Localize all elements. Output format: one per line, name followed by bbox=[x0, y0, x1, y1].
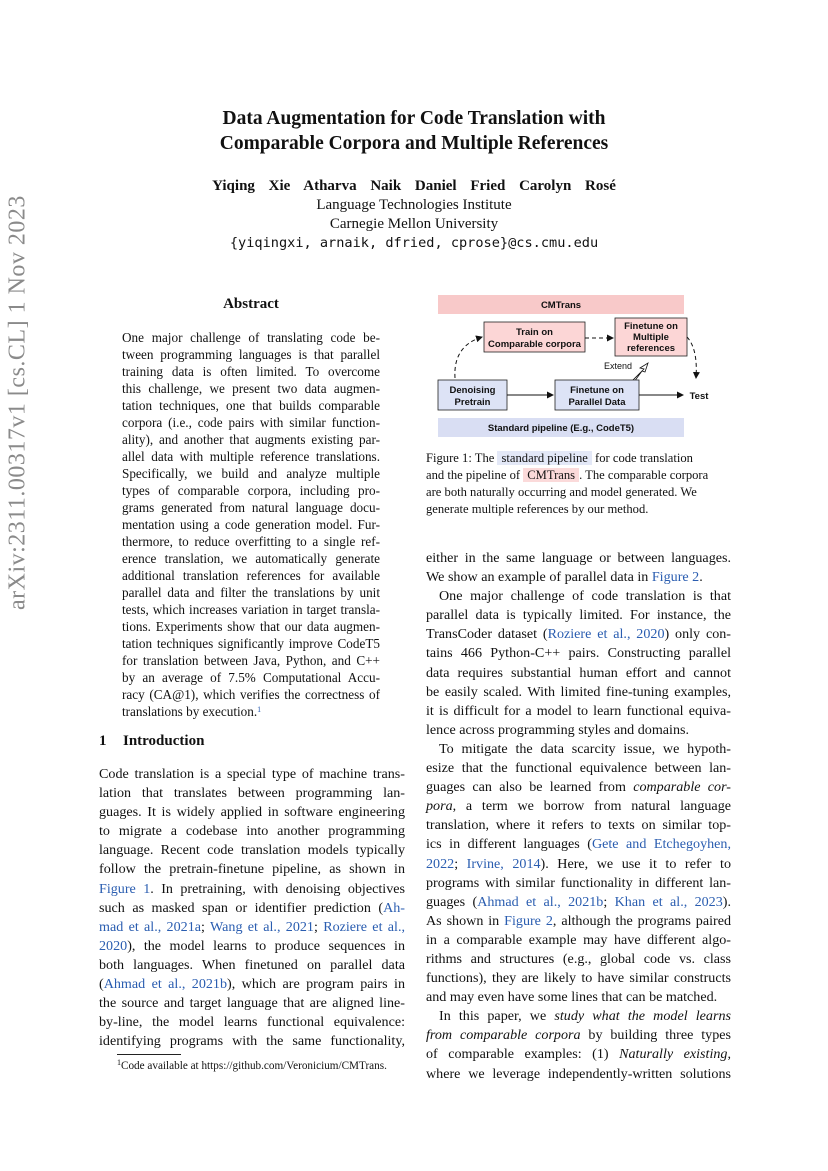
body-line: from comparable corpora by building three types bbox=[426, 1027, 731, 1044]
citation-link[interactable]: Figure 2 bbox=[651, 569, 700, 586]
author-name: Carolyn Rosé bbox=[519, 178, 616, 194]
author-name: Yiqing Xie bbox=[212, 178, 291, 194]
citation-link[interactable]: Ahmad et al., 2021b bbox=[103, 976, 228, 993]
body-line: parallel data is typically limited. For instance, the bbox=[426, 607, 731, 624]
body-line: 2020), the model learns to produce sequences in bbox=[99, 937, 405, 954]
abstract-line: mentation using a code generation model. Fur- bbox=[122, 517, 380, 532]
pipeline-figure bbox=[426, 294, 716, 440]
multiple-label: Multiple bbox=[633, 332, 669, 343]
citation-link[interactable]: Gete and Etchegoyhen, bbox=[591, 836, 731, 853]
citation-link[interactable]: Irvine, 2014 bbox=[466, 855, 541, 872]
abstract-line: erence translation, we automatically generate bbox=[122, 551, 380, 566]
body-line: (Ahmad et al., 2021b), which are program pairs in bbox=[99, 976, 406, 993]
abstract-line: One major challenge of translating code be- bbox=[122, 330, 380, 345]
emphasis-text: study what the model learns bbox=[554, 1008, 732, 1025]
body-line: such as masked span or identifier prediction (Ah- bbox=[99, 899, 405, 916]
emphasis-text: pora bbox=[426, 798, 453, 815]
caption-text: . The comparable corpora bbox=[579, 468, 709, 482]
citation-link[interactable]: Roziere et al., 2020 bbox=[547, 626, 665, 643]
abstract-line: for translation between Java, Python, and C++ bbox=[122, 653, 380, 668]
body-line: to migrate a codebase into another programming bbox=[99, 823, 405, 840]
abstract-line: by an average of 7.5% Computational Accu- bbox=[122, 670, 380, 685]
figure-caption bbox=[426, 450, 731, 518]
body-line: esize that the functional equivalence between lan- bbox=[426, 760, 731, 777]
standard-pipeline-label: Standard pipeline (E.g., CodeT5) bbox=[487, 423, 635, 434]
citation-link[interactable]: mad et al., 2021a bbox=[99, 918, 201, 935]
abstract-body bbox=[122, 329, 380, 720]
body-line: tains 466 Python-C++ pairs. Constructing parallel bbox=[426, 645, 731, 662]
body-line: of comparable examples: (1) Naturally existing, bbox=[426, 1046, 732, 1063]
abstract-line: grams generated from natural language docu- bbox=[122, 500, 380, 515]
caption-line bbox=[426, 467, 731, 484]
body-line: both languages. When finetuned on parallel data bbox=[99, 956, 405, 973]
section-heading bbox=[99, 733, 204, 750]
abstract-line: additional translation references for available bbox=[122, 568, 380, 583]
footnote-mark: 1 bbox=[117, 1058, 121, 1067]
footnote-rule bbox=[117, 1054, 181, 1055]
abstract-line: training data is often limited. To overcome bbox=[122, 364, 380, 379]
citation-link[interactable]: Figure 1 bbox=[99, 880, 151, 897]
citation-link[interactable]: Roziere et al., bbox=[323, 918, 405, 935]
caption-highlight-cmtrans: CMTrans bbox=[523, 468, 579, 482]
abstract-line: tests, which increases variation in target transla- bbox=[122, 602, 380, 617]
body-line: guages (Ahmad et al., 2021b; Khan et al., 2023). bbox=[426, 893, 731, 910]
footnote-ref[interactable]: 1 bbox=[257, 705, 262, 714]
body-line: in a comparable example may have different algo- bbox=[426, 931, 731, 948]
abstract-line: Specifically, we build and analyze multiple bbox=[122, 466, 380, 481]
intro-left-column bbox=[99, 765, 405, 1051]
caption-text: for code translation bbox=[591, 451, 693, 465]
body-line: Code translation is a special type of machine trans- bbox=[99, 766, 405, 782]
finetune-parallel-label: Finetune on bbox=[570, 385, 624, 396]
body-line: it is difficult for a model to learn functional equiva- bbox=[426, 702, 731, 719]
citation-link[interactable]: Ah- bbox=[383, 899, 405, 916]
citation-link[interactable]: Wang et al., 2021 bbox=[209, 918, 314, 935]
body-line: 2022; Irvine, 2014). Here, we use it to refer to bbox=[426, 855, 731, 872]
pretrain-to-comparable-arrow bbox=[455, 337, 482, 378]
intro-right-column bbox=[426, 549, 731, 1084]
body-line: lence across programming styles and domains. bbox=[426, 721, 690, 738]
section-title: Introduction bbox=[123, 733, 205, 749]
author-list bbox=[0, 178, 828, 195]
body-line: where we leverage independently-written solutions bbox=[426, 1065, 731, 1082]
body-line: translation, where it refers to texts on similar top- bbox=[426, 817, 731, 834]
body-line: by-line, the model learns functional equivalence: bbox=[99, 1014, 405, 1031]
caption-text: and the pipeline of bbox=[426, 468, 524, 482]
citation-link[interactable]: Figure 2 bbox=[504, 912, 553, 929]
abstract-heading: Abstract bbox=[223, 296, 279, 312]
body-line: lation that translates between programming lan- bbox=[99, 785, 405, 802]
body-line: the source and target language that are aligned line- bbox=[99, 995, 405, 1012]
abstract-line: corpora (i.e., code pairs with similar function- bbox=[122, 415, 380, 430]
abstract-line: thermore, to reduce overfitting to a single ref- bbox=[122, 534, 380, 549]
body-line: mad et al., 2021a; Wang et al., 2021; Roziere et al., bbox=[99, 918, 405, 935]
emphasis-text: comparable cor- bbox=[633, 779, 731, 796]
title-line-1: Data Augmentation for Code Translation with bbox=[222, 108, 606, 129]
body-line: data requires substantial human effort and cannot bbox=[426, 664, 731, 681]
references-label: references bbox=[626, 343, 676, 354]
multiple-to-test-arrow bbox=[687, 337, 696, 378]
citation-link[interactable]: 2022 bbox=[426, 855, 455, 872]
body-line: Figure 1. In pretraining, with denoising objectives bbox=[99, 880, 405, 897]
body-line: ics in different languages (Gete and Etchegoyhen, bbox=[426, 836, 731, 853]
comparable-corpora-label: Comparable corpora bbox=[488, 339, 581, 350]
abstract-line: tation techniques significantly improve CodeT5 bbox=[122, 636, 380, 651]
body-line: guages. It is widely applied in software engineering bbox=[99, 804, 405, 821]
author-emails: {yiqingxi, arnaik, dfried, cprose}@cs.cmu.edu bbox=[229, 235, 599, 251]
test-label: Test bbox=[689, 391, 709, 402]
body-line: guages can also be learned from comparable cor- bbox=[426, 779, 731, 796]
body-line: One major challenge of code translation is that bbox=[439, 588, 731, 605]
body-line: follow the pretrain-finetune pipeline, as shown in bbox=[99, 861, 405, 878]
citation-link[interactable]: Ahmad et al., 2021b bbox=[477, 893, 604, 910]
pretrain-label: Pretrain bbox=[454, 397, 491, 408]
caption-line: are both naturally occurring and model generated. We bbox=[426, 485, 697, 499]
footnote-text: Code available at https://github.com/Veronicium/CMTrans. bbox=[121, 1060, 387, 1072]
abstract-line: this challenge, we present two data augmen- bbox=[122, 381, 380, 396]
citation-link[interactable]: Khan et al., 2023 bbox=[614, 893, 723, 910]
abstract-line: tation techniques, one that builds comparable bbox=[122, 398, 380, 413]
caption-line: generate multiple references by our method. bbox=[426, 502, 649, 516]
body-line: and may even have some lines that can be matched. bbox=[426, 989, 718, 1006]
body-line: rithms and structures (e.g., global code vs. class bbox=[426, 950, 731, 967]
author-name: Atharva Naik bbox=[303, 178, 402, 194]
body-line: In this paper, we study what the model learns bbox=[439, 1008, 732, 1025]
body-line: TransCoder dataset (Roziere et al., 2020) only con- bbox=[426, 626, 731, 643]
denoising-label: Denoising bbox=[449, 385, 496, 396]
abstract-line: tween programming languages is that parallel bbox=[122, 347, 380, 362]
body-line: We show an example of parallel data in Figure 2. bbox=[426, 569, 703, 586]
paper-title bbox=[0, 106, 828, 156]
affiliation-university: Carnegie Mellon University bbox=[329, 216, 499, 232]
abstract-line: allel data with multiple reference translations. bbox=[122, 449, 380, 464]
parallel-data-label: Parallel Data bbox=[568, 397, 626, 408]
body-line: As shown in Figure 2, although the programs paired bbox=[426, 912, 731, 929]
body-line: programs with similar functionality in different lan- bbox=[426, 874, 731, 891]
body-line: pora, a term we borrow from natural language bbox=[426, 798, 731, 815]
abstract-line: translations by execution.$^1$ bbox=[122, 704, 262, 719]
title-line-2: Comparable Corpora and Multiple References bbox=[219, 133, 609, 154]
abstract-line: parallel data and filter the translations by unit bbox=[122, 585, 380, 600]
body-line: either in the same language or between languages. bbox=[426, 550, 731, 566]
abstract-line: types of comparable corpora, including pro- bbox=[122, 483, 380, 498]
cmtrans-label: CMTrans bbox=[540, 300, 582, 311]
extend-label: Extend bbox=[603, 361, 633, 371]
body-line: language. Recent code translation models typically bbox=[99, 842, 405, 859]
body-line: identifying programs with the same functionality, bbox=[99, 1033, 405, 1050]
citation-link[interactable]: 2020 bbox=[99, 937, 128, 954]
abstract-line: tions. Experiments show that our data augmen- bbox=[122, 619, 380, 634]
emphasis-text: from comparable corpora bbox=[426, 1027, 581, 1044]
footnote bbox=[117, 1060, 387, 1072]
abstract-line: ality), and another that augments existing par- bbox=[122, 432, 380, 447]
body-line: functions), they are likely to have similar constructs bbox=[426, 970, 731, 987]
author-name: Daniel Fried bbox=[414, 178, 506, 194]
abstract-line: racy (CA@1), which verifies the correctness of bbox=[122, 687, 380, 702]
caption-text: Figure 1: The bbox=[426, 451, 498, 465]
train-on-label: Train on bbox=[516, 327, 553, 338]
caption-highlight-standard: standard pipeline bbox=[497, 451, 591, 465]
body-line: be easily scaled. With limited fine-tuning examples, bbox=[426, 683, 731, 700]
section-number: 1 bbox=[99, 733, 107, 749]
finetune-on-label: Finetune on bbox=[624, 321, 678, 332]
body-line: To mitigate the data scarcity issue, we hypoth- bbox=[439, 740, 731, 757]
affiliation-institute: Language Technologies Institute bbox=[316, 197, 512, 213]
caption-line bbox=[426, 450, 731, 467]
emphasis-text: Naturally existing bbox=[619, 1046, 728, 1063]
